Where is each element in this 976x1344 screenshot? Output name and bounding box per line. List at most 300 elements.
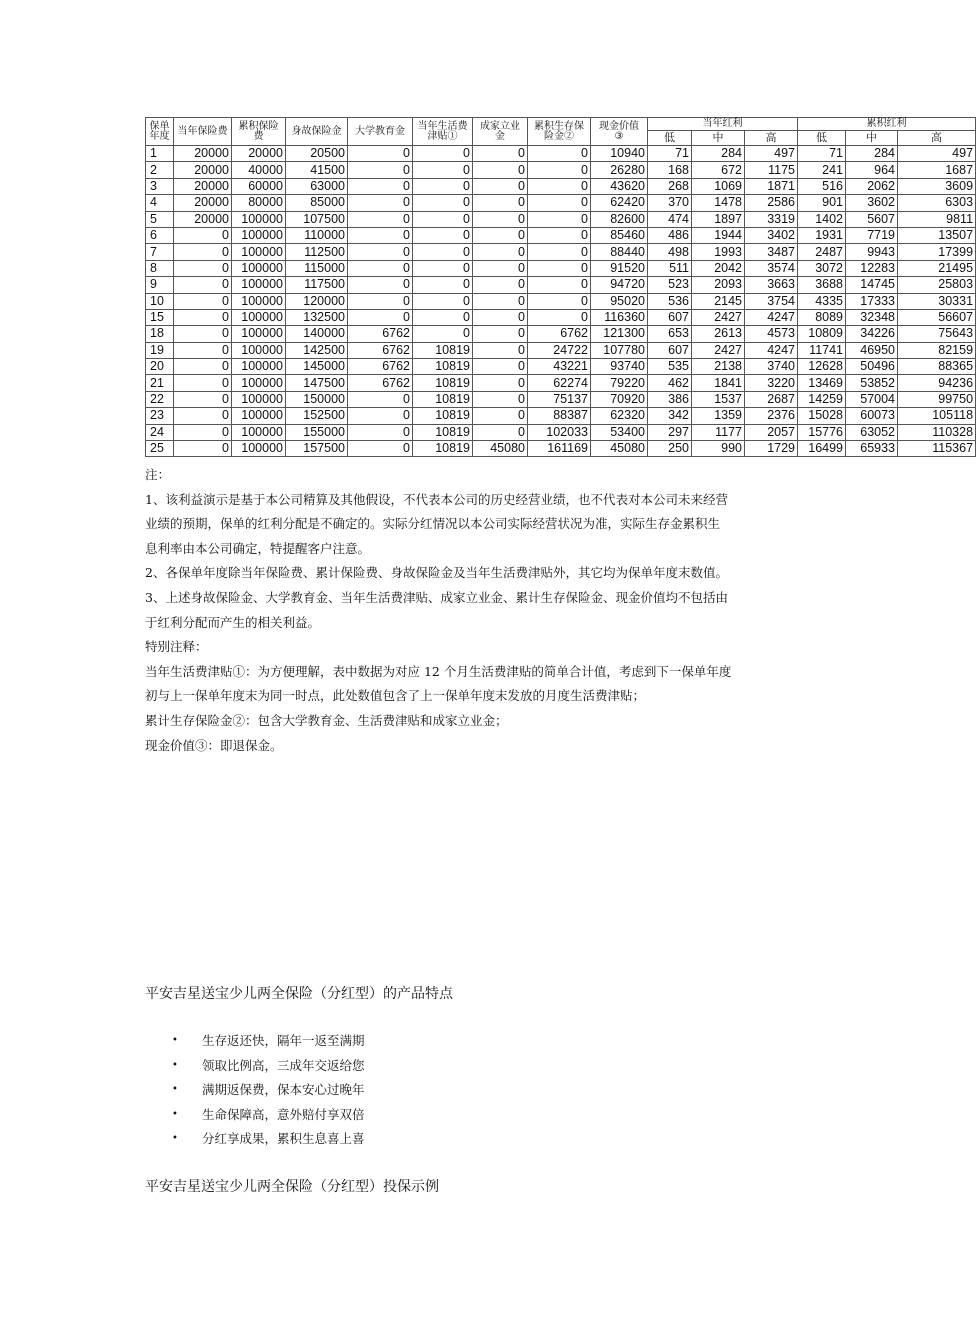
table-cell: 0 [413, 195, 473, 211]
table-row [146, 293, 976, 309]
table-cell: 140000 [286, 326, 348, 342]
table-cell: 80000 [232, 195, 286, 211]
bullet-icon: • [172, 1059, 178, 1071]
table-cell: 107780 [591, 342, 648, 358]
table-cell: 9811 [898, 211, 976, 227]
header-living-allowance: 当年生活费 津贴① [413, 118, 473, 146]
table-row [146, 441, 976, 457]
table-cell: 53852 [846, 375, 898, 391]
bullet-icon: • [172, 1108, 178, 1120]
table-cell: 9943 [846, 244, 898, 260]
table-cell: 2687 [745, 391, 798, 407]
table-cell: 11741 [798, 342, 846, 358]
table-cell: 486 [648, 227, 692, 243]
table-cell: 0 [473, 309, 528, 325]
table-cell: 0 [174, 391, 232, 407]
table-cell: 0 [473, 293, 528, 309]
table-cell: 71 [798, 146, 846, 162]
table-cell: 0 [473, 342, 528, 358]
table-cell: 0 [473, 424, 528, 440]
table-cell: 10819 [413, 391, 473, 407]
table-cell: 0 [348, 227, 413, 243]
table-cell: 9 [146, 277, 174, 293]
table-cell: 0 [174, 277, 232, 293]
table-cell: 0 [174, 293, 232, 309]
table-cell: 17333 [846, 293, 898, 309]
table-cell: 7 [146, 244, 174, 260]
table-row [146, 342, 976, 358]
table-cell: 0 [473, 211, 528, 227]
header-policy-year: 保单 年度 [146, 118, 174, 146]
table-cell: 150000 [286, 391, 348, 407]
table-cell: 25 [146, 441, 174, 457]
table-cell: 3688 [798, 277, 846, 293]
header-cash-value: 现金价值 ③ [591, 118, 648, 146]
table-cell: 0 [348, 441, 413, 457]
table-cell: 115000 [286, 260, 348, 276]
table-cell: 535 [648, 359, 692, 375]
table-cell: 1402 [798, 211, 846, 227]
table-cell: 57004 [846, 391, 898, 407]
table-cell: 516 [798, 178, 846, 194]
table-cell: 100000 [232, 424, 286, 440]
table-row [146, 178, 976, 194]
note-1-line-1: 1、该利益演示是基于本公司精算及其他假设，不代表本公司的历史经营业绩，也不代表对本公司未来经营 [145, 491, 728, 507]
table-cell: 17399 [898, 244, 976, 260]
table-cell: 100000 [232, 260, 286, 276]
table-cell: 2057 [745, 424, 798, 440]
table-cell: 0 [413, 326, 473, 342]
table-cell: 34226 [846, 326, 898, 342]
header-cum-high: 高 [898, 131, 976, 146]
table-cell: 6303 [898, 195, 976, 211]
table-cell: 19 [146, 342, 174, 358]
notes-heading: 注： [145, 467, 171, 482]
table-cell: 0 [528, 277, 591, 293]
table-cell: 56607 [898, 309, 976, 325]
table-cell: 0 [473, 195, 528, 211]
table-cell: 100000 [232, 441, 286, 457]
note-3-line-1: 3、上述身故保险金、大学教育金、当年生活费津贴、成家立业金、累计生存保险金、现金价值均不包括由 [145, 589, 728, 605]
table-cell: 100000 [232, 211, 286, 227]
table-cell: 0 [528, 293, 591, 309]
table-cell: 99750 [898, 391, 976, 407]
table-cell: 2062 [846, 178, 898, 194]
table-cell: 20000 [174, 195, 232, 211]
table-cell: 93740 [591, 359, 648, 375]
table-cell: 0 [528, 146, 591, 162]
table-cell: 0 [174, 309, 232, 325]
table-cell: 4247 [745, 342, 798, 358]
table-cell: 3402 [745, 227, 798, 243]
table-cell: 250 [648, 441, 692, 457]
table-cell: 0 [174, 342, 232, 358]
table-cell: 15776 [798, 424, 846, 440]
table-cell: 0 [413, 178, 473, 194]
table-cell: 0 [348, 391, 413, 407]
table-cell: 20500 [286, 146, 348, 162]
table-cell: 0 [348, 424, 413, 440]
table-cell: 0 [174, 441, 232, 457]
table-cell: 121300 [591, 326, 648, 342]
table-cell: 62320 [591, 408, 648, 424]
table-cell: 0 [348, 277, 413, 293]
table-cell: 46950 [846, 342, 898, 358]
table-cell: 0 [413, 309, 473, 325]
table-cell: 88365 [898, 359, 976, 375]
table-cell: 0 [413, 244, 473, 260]
table-row [146, 260, 976, 276]
table-row [146, 375, 976, 391]
table-cell: 100000 [232, 326, 286, 342]
table-row [146, 195, 976, 211]
table-cell: 672 [692, 162, 745, 178]
table-cell: 132500 [286, 309, 348, 325]
table-cell: 71 [648, 146, 692, 162]
table-row [146, 391, 976, 407]
table-cell: 0 [473, 408, 528, 424]
table-cell: 40000 [232, 162, 286, 178]
table-cell: 2427 [692, 309, 745, 325]
table-cell: 284 [692, 146, 745, 162]
table-cell: 1931 [798, 227, 846, 243]
header-death-benefit: 身故保险金 [286, 118, 348, 146]
header-cumulative-dividend: 累积红利 [798, 118, 976, 131]
table-cell: 0 [473, 146, 528, 162]
table-cell: 0 [473, 277, 528, 293]
feature-text: 分红享成果，累积生息喜上喜 [202, 1131, 365, 1147]
table-cell: 0 [473, 162, 528, 178]
benefit-table [145, 117, 976, 457]
table-cell: 105118 [898, 408, 976, 424]
table-cell: 3663 [745, 277, 798, 293]
table-cell: 82600 [591, 211, 648, 227]
table-cell: 0 [348, 293, 413, 309]
table-cell: 13507 [898, 227, 976, 243]
table-cell: 0 [413, 260, 473, 276]
header-career-fund: 成家立业 金 [473, 118, 528, 146]
header-annual-dividend: 当年红利 [648, 118, 798, 131]
table-cell: 20 [146, 359, 174, 375]
table-cell: 100000 [232, 293, 286, 309]
table-cell: 0 [473, 178, 528, 194]
table-cell: 10940 [591, 146, 648, 162]
table-cell: 3602 [846, 195, 898, 211]
table-cell: 14259 [798, 391, 846, 407]
table-cell: 964 [846, 162, 898, 178]
table-row [146, 244, 976, 260]
table-cell: 30331 [898, 293, 976, 309]
bullet-icon: • [172, 1035, 178, 1046]
table-row [146, 309, 976, 325]
table-row [146, 408, 976, 424]
table-cell: 10819 [413, 441, 473, 457]
table-cell: 157500 [286, 441, 348, 457]
table-cell: 110328 [898, 424, 976, 440]
table-cell: 1177 [692, 424, 745, 440]
special-note-1-line-2: 初与上一保单年度末为同一时点，此处数值包含了上一保单年度末发放的月度生活费津贴； [145, 688, 646, 704]
table-cell: 60073 [846, 408, 898, 424]
table-cell: 0 [473, 260, 528, 276]
table-cell: 0 [174, 227, 232, 243]
table-cell: 0 [528, 178, 591, 194]
header-cumulative-premium: 累积保险 费 [232, 118, 286, 146]
table-cell: 88440 [591, 244, 648, 260]
table-cell: 16499 [798, 441, 846, 457]
table-cell: 0 [174, 359, 232, 375]
table-cell: 0 [348, 408, 413, 424]
header-annual-high: 高 [745, 131, 798, 146]
table-cell: 1897 [692, 211, 745, 227]
table-cell: 100000 [232, 359, 286, 375]
product-features-title: 平安吉星送宝少儿两全保险（分红型）的产品特点 [145, 986, 453, 1002]
table-cell: 23 [146, 408, 174, 424]
notes-section [145, 463, 815, 758]
table-cell: 91520 [591, 260, 648, 276]
table-cell: 1537 [692, 391, 745, 407]
product-features-list [172, 1029, 365, 1152]
table-cell: 2487 [798, 244, 846, 260]
table-cell: 0 [528, 211, 591, 227]
table-row [146, 146, 976, 162]
table-cell: 1993 [692, 244, 745, 260]
table-cell: 2376 [745, 408, 798, 424]
table-cell: 107500 [286, 211, 348, 227]
table-cell: 115367 [898, 441, 976, 457]
table-cell: 145000 [286, 359, 348, 375]
table-cell: 6 [146, 227, 174, 243]
header-cum-mid: 中 [846, 131, 898, 146]
table-cell: 284 [846, 146, 898, 162]
table-cell: 0 [528, 260, 591, 276]
table-cell: 0 [528, 195, 591, 211]
table-cell: 1687 [898, 162, 976, 178]
header-annual-premium: 当年保险费 [174, 118, 232, 146]
table-cell: 386 [648, 391, 692, 407]
table-cell: 2093 [692, 277, 745, 293]
table-cell: 1841 [692, 375, 745, 391]
table-cell: 13469 [798, 375, 846, 391]
note-1-line-2: 业绩的预期，保单的红利分配是不确定的。实际分红情况以本公司实际经营状况为准，实际生存金累积生 [145, 516, 721, 532]
table-cell: 3072 [798, 260, 846, 276]
table-cell: 3609 [898, 178, 976, 194]
table-cell: 21495 [898, 260, 976, 276]
table-cell: 0 [528, 227, 591, 243]
table-cell: 5 [146, 211, 174, 227]
table-cell: 342 [648, 408, 692, 424]
table-cell: 18 [146, 326, 174, 342]
table-cell: 497 [745, 146, 798, 162]
table-cell: 7719 [846, 227, 898, 243]
table-cell: 168 [648, 162, 692, 178]
table-cell: 2613 [692, 326, 745, 342]
note-3-line-2: 于红利分配而产生的相关利益。 [145, 614, 321, 630]
benefit-table-wrapper [145, 117, 974, 457]
table-cell: 10819 [413, 342, 473, 358]
table-cell: 75137 [528, 391, 591, 407]
feature-text: 生存返还快，隔年一返至满期 [202, 1033, 365, 1048]
feature-text: 满期返保费，保本安心过晚年 [202, 1082, 365, 1098]
table-cell: 1871 [745, 178, 798, 194]
table-cell: 0 [528, 309, 591, 325]
table-cell: 6762 [528, 326, 591, 342]
table-body [146, 146, 976, 457]
table-cell: 523 [648, 277, 692, 293]
table-cell: 370 [648, 195, 692, 211]
special-note-2: 累计生存保险金②：包含大学教育金、生活费津贴和成家立业金； [145, 712, 508, 728]
table-cell: 0 [473, 391, 528, 407]
table-cell: 100000 [232, 375, 286, 391]
table-cell: 6762 [348, 375, 413, 391]
table-cell: 3 [146, 178, 174, 194]
list-item [172, 1127, 365, 1152]
table-cell: 142500 [286, 342, 348, 358]
table-cell: 0 [413, 146, 473, 162]
table-cell: 1944 [692, 227, 745, 243]
table-cell: 24 [146, 424, 174, 440]
table-cell: 241 [798, 162, 846, 178]
table-cell: 85460 [591, 227, 648, 243]
table-row [146, 424, 976, 440]
table-cell: 6762 [348, 359, 413, 375]
table-cell: 0 [174, 260, 232, 276]
table-cell: 43221 [528, 359, 591, 375]
table-cell: 0 [348, 211, 413, 227]
table-cell: 4573 [745, 326, 798, 342]
table-cell: 2 [146, 162, 174, 178]
table-cell: 6762 [348, 326, 413, 342]
table-cell: 10819 [413, 359, 473, 375]
table-cell: 4247 [745, 309, 798, 325]
table-row [146, 227, 976, 243]
table-cell: 110000 [286, 227, 348, 243]
table-cell: 10819 [413, 424, 473, 440]
table-cell: 100000 [232, 244, 286, 260]
table-cell: 15028 [798, 408, 846, 424]
table-cell: 53400 [591, 424, 648, 440]
table-cell: 82159 [898, 342, 976, 358]
table-row [146, 162, 976, 178]
table-cell: 41500 [286, 162, 348, 178]
header-education-fund: 大学教育金 [348, 118, 413, 146]
table-cell: 117500 [286, 277, 348, 293]
feature-text: 领取比例高，三成年交返给您 [202, 1057, 365, 1073]
table-cell: 0 [174, 375, 232, 391]
table-cell: 0 [473, 326, 528, 342]
table-cell: 10819 [413, 408, 473, 424]
table-cell: 0 [413, 211, 473, 227]
table-row [146, 277, 976, 293]
table-cell: 6762 [348, 342, 413, 358]
header-cumulative-survival: 累积生存保 险金② [528, 118, 591, 146]
table-cell: 20000 [174, 162, 232, 178]
table-cell: 3740 [745, 359, 798, 375]
table-cell: 62274 [528, 375, 591, 391]
table-cell: 20000 [174, 146, 232, 162]
table-cell: 0 [174, 326, 232, 342]
table-cell: 268 [648, 178, 692, 194]
table-cell: 1 [146, 146, 174, 162]
table-cell: 10819 [413, 375, 473, 391]
list-item [172, 1054, 365, 1079]
table-cell: 112500 [286, 244, 348, 260]
table-cell: 297 [648, 424, 692, 440]
table-cell: 65933 [846, 441, 898, 457]
table-cell: 0 [348, 162, 413, 178]
table-cell: 100000 [232, 277, 286, 293]
table-cell: 95020 [591, 293, 648, 309]
table-cell: 536 [648, 293, 692, 309]
bullet-icon: • [172, 1133, 178, 1145]
table-cell: 62420 [591, 195, 648, 211]
table-cell: 3319 [745, 211, 798, 227]
table-cell: 0 [473, 244, 528, 260]
header-annual-low: 低 [648, 131, 692, 146]
table-cell: 0 [174, 244, 232, 260]
table-cell: 5607 [846, 211, 898, 227]
header-cum-low: 低 [798, 131, 846, 146]
table-cell: 12283 [846, 260, 898, 276]
table-cell: 0 [348, 195, 413, 211]
bullet-icon: • [172, 1084, 178, 1096]
table-cell: 75643 [898, 326, 976, 342]
table-cell: 63000 [286, 178, 348, 194]
note-2: 2、各保单年度除当年保险费、累计保险费、身故保险金及当年生活费津贴外，其它均为保单年度末数值。 [145, 565, 728, 581]
table-cell: 50496 [846, 359, 898, 375]
table-cell: 607 [648, 309, 692, 325]
table-cell: 20000 [174, 211, 232, 227]
table-cell: 0 [473, 359, 528, 375]
table-cell: 26280 [591, 162, 648, 178]
table-cell: 2145 [692, 293, 745, 309]
table-cell: 0 [528, 244, 591, 260]
header-annual-mid: 中 [692, 131, 745, 146]
table-cell: 498 [648, 244, 692, 260]
table-cell: 88387 [528, 408, 591, 424]
table-cell: 10 [146, 293, 174, 309]
table-cell: 0 [473, 375, 528, 391]
table-cell: 0 [413, 162, 473, 178]
table-cell: 94720 [591, 277, 648, 293]
table-cell: 0 [413, 293, 473, 309]
list-item [172, 1103, 365, 1128]
special-notes-heading: 特别注释： [145, 639, 208, 655]
table-cell: 32348 [846, 309, 898, 325]
special-note-3: 现金价值③：即退保金。 [145, 737, 283, 753]
table-cell: 0 [348, 260, 413, 276]
table-cell: 3487 [745, 244, 798, 260]
table-cell: 24722 [528, 342, 591, 358]
table-cell: 94236 [898, 375, 976, 391]
special-note-1-line-1: 当年生活费津贴①：为方便理解，表中数据为对应 12 个月生活费津贴的简单合计值，考虑到下一保单年度 [145, 663, 732, 679]
table-header-row [146, 118, 976, 131]
table-cell: 85000 [286, 195, 348, 211]
table-cell: 15 [146, 309, 174, 325]
table-cell: 161169 [528, 441, 591, 457]
table-cell: 70920 [591, 391, 648, 407]
example-title: 平安吉星送宝少儿两全保险（分红型）投保示例 [145, 1179, 439, 1195]
table-cell: 1729 [745, 441, 798, 457]
table-cell: 0 [348, 309, 413, 325]
table-cell: 100000 [232, 391, 286, 407]
table-cell: 20000 [174, 178, 232, 194]
table-cell: 43620 [591, 178, 648, 194]
table-cell: 990 [692, 441, 745, 457]
table-cell: 1175 [745, 162, 798, 178]
table-cell: 1478 [692, 195, 745, 211]
table-cell: 12628 [798, 359, 846, 375]
table-cell: 25803 [898, 277, 976, 293]
